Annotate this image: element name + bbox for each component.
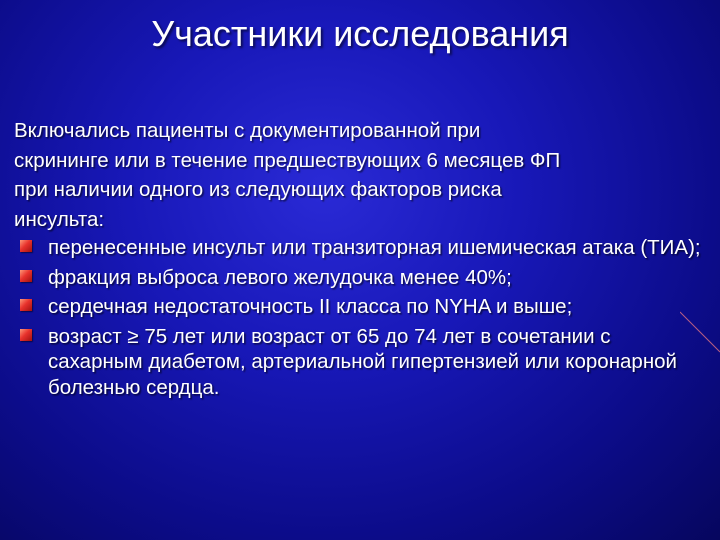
- bullet-text: возраст ≥ 75 лет или возраст от 65 до 74 лет в сочетании с сахарным диабетом, артериальной гипертензией или коронарной болезнью сердца.: [48, 324, 678, 399]
- red-square-bullet-icon: [20, 299, 32, 311]
- intro-line: скрининге или в течение предшествующих 6 месяцев ФП: [14, 148, 561, 172]
- risk-factor-list: [14, 235, 704, 400]
- red-square-bullet-icon: [20, 240, 32, 252]
- list-item: [14, 294, 704, 320]
- intro-line: Включались пациенты с документированной при: [14, 119, 481, 142]
- bullet-text: перенесенные инсульт или транзиторная ишемическая атака (ТИА);: [48, 236, 701, 259]
- intro-line: инсульта:: [14, 207, 105, 231]
- red-square-bullet-icon: [20, 270, 32, 282]
- list-item: [14, 324, 704, 401]
- slide-body: [14, 117, 704, 404]
- list-item: [14, 235, 704, 261]
- bullet-text: фракция выброса левого желудочка менее 40%;: [48, 265, 512, 289]
- red-square-bullet-icon: [20, 329, 32, 341]
- list-item: [14, 265, 704, 291]
- slide-title: Участники исследования: [151, 13, 569, 54]
- intro-line: при наличии одного из следующих факторов риска: [14, 178, 502, 201]
- bullet-text: сердечная недостаточность II класса по NYHA и выше;: [48, 295, 573, 318]
